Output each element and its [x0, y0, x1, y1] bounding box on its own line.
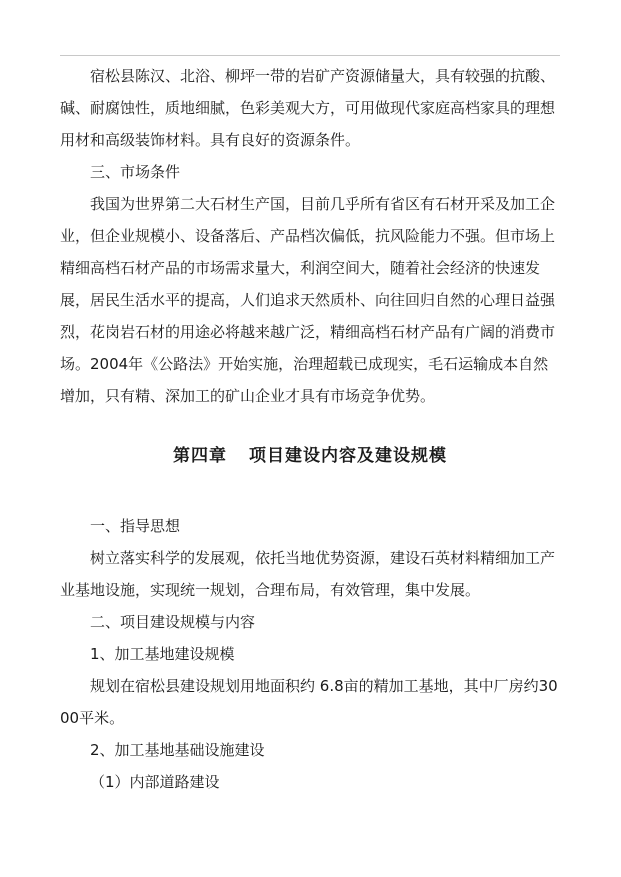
paragraph-guide: 树立落实科学的发展观，依托当地优势资源，建设石英材料精细加工产业基地设施，实现统一规划，合理布局，有效管理，集中发展。 [60, 549, 556, 599]
subsection-1-heading: 1、加工基地建设规模 [90, 645, 235, 663]
document-body [60, 60, 560, 798]
section-scale-heading: 二、项目建设规模与内容 [90, 613, 256, 631]
chapter-title: 项目建设内容及建设规模 [249, 446, 447, 466]
chapter-number: 第四章 [173, 446, 227, 466]
paragraph-subsection-1: 规划在宿松县建设规划用地面积约 6.8亩的精加工基地，其中厂房约3000平米。 [60, 677, 558, 727]
header-rule [60, 55, 560, 56]
subsection-2-heading: 2、加工基地基础设施建设 [90, 741, 265, 759]
paragraph-market: 我国为世界第二大石材生产国，目前几乎所有省区有石材开采及加工企业，但企业规模小、设备落后、产品档次偏低，抗风险能力不强。但市场上精细高档石材产品的市场需求量大，利润空间大，随着社会经济的快速发展，居民生活水平的提高，人们追求天然质朴、向往回归自然的心理日益强烈，花岗岩石材的用途必将越来越广泛，精细高档石材产品有广阔的消费市场。2004年《公路法》开始实施，治理超载已成现实，毛石运输成本自然增加，只有精、深加工的矿山企业才具有市场竞争优势。 [60, 195, 556, 405]
chapter-heading [60, 440, 560, 472]
subsection-2-item-1: （1）内部道路建设 [90, 773, 220, 791]
section-guide-heading: 一、指导思想 [90, 517, 181, 535]
paragraph-resources: 宿松县陈汉、北浴、柳坪一带的岩矿产资源储量大，具有较强的抗酸、碱、耐腐蚀性，质地细腻，色彩美观大方，可用做现代家庭高档家具的理想用材和高级装饰材料。具有良好的资源条件。 [60, 67, 556, 149]
section-market-heading: 三、市场条件 [90, 163, 181, 181]
